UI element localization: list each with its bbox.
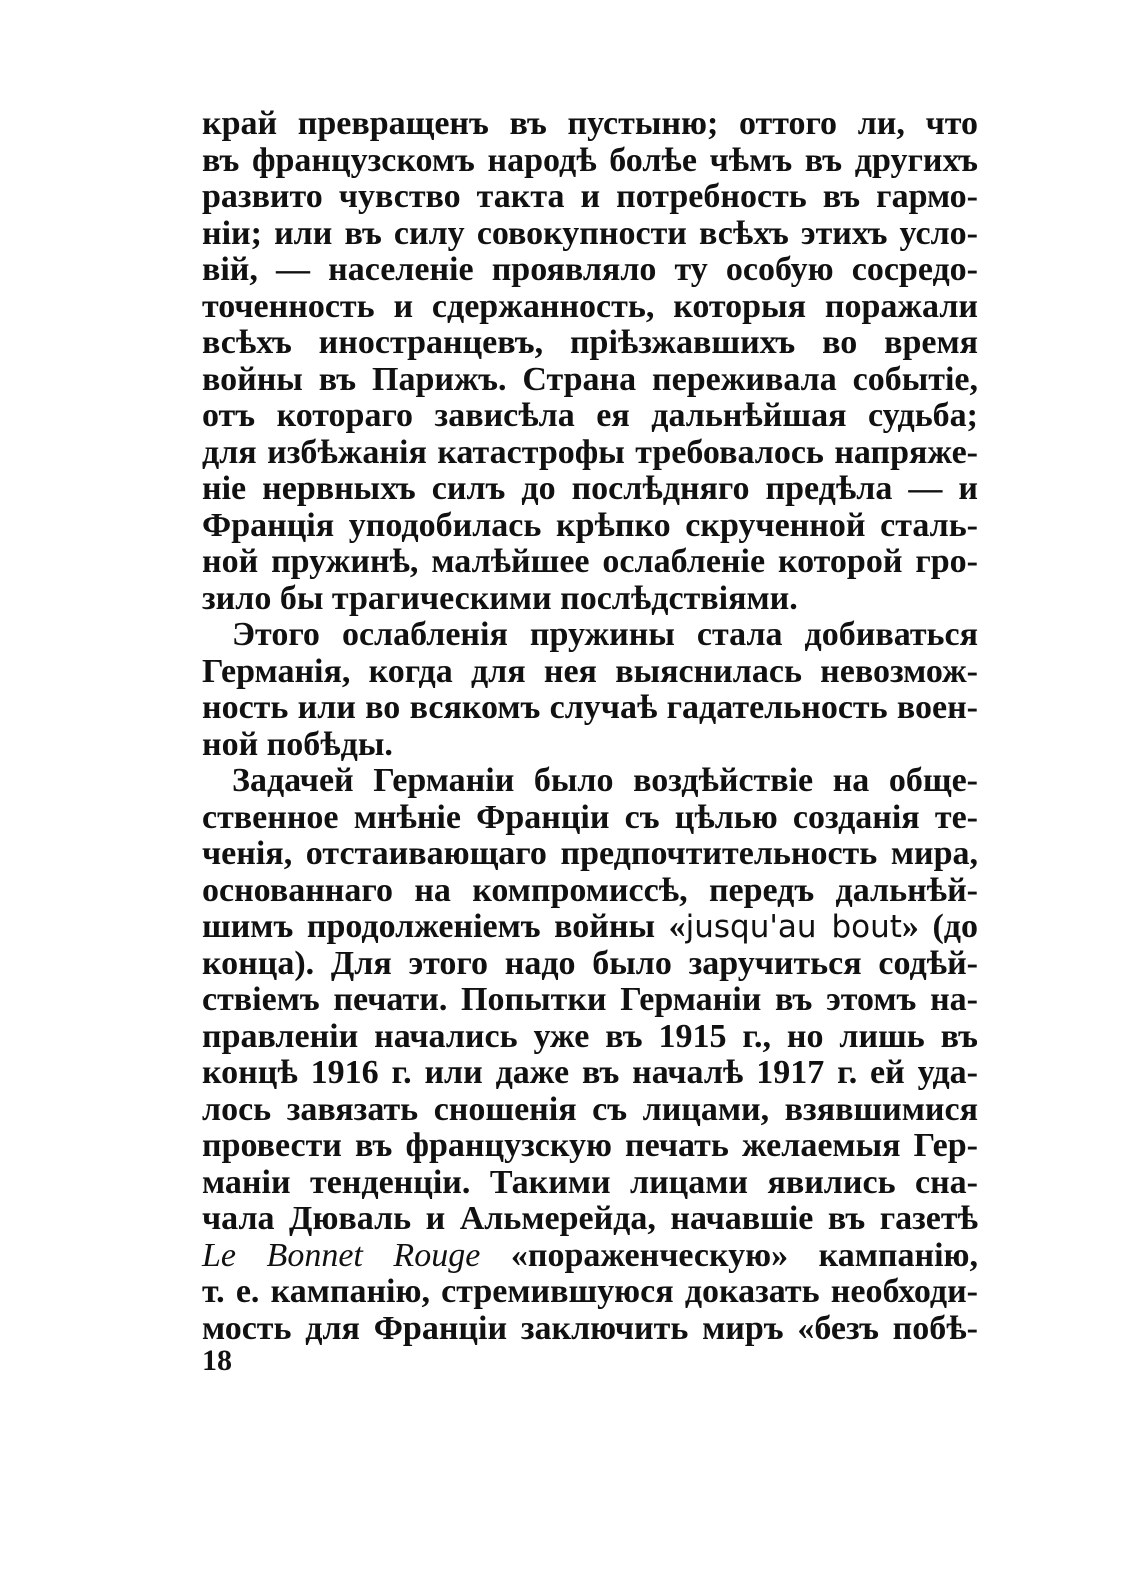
text-line: Этого ослабленiя пружины стала добиваться: [232, 616, 978, 653]
text-line: ствiемъ печати. Попытки Германiи въ этомъ на-: [202, 981, 978, 1018]
text-line: ной пружинѣ, малѣйшее ослабленiе которой гро-: [202, 543, 978, 580]
text-line: точенность и сдержанность, которыя поражали: [202, 287, 978, 325]
text-line: ственное мнѣнiе Францiи съ цѣлью созданiя те-: [202, 798, 978, 836]
text-line: лось завязать сношенiя съ лицами, взявшимися: [202, 1090, 978, 1128]
text-line: нiи; или въ силу совокупности всѣхъ этихъ усло-: [202, 214, 978, 252]
page-number: 18: [202, 1344, 232, 1377]
text-line: основаннаго на компромиссѣ, передъ дальнѣй-: [202, 871, 978, 909]
text-line: развито чувство такта и потребность въ гармо-: [202, 178, 978, 215]
body-text: [202, 106, 978, 1347]
text-line: ность или во всякомъ случаѣ гадательность воен-: [202, 689, 978, 726]
text-line: ченiя, отстаивающаго предпочтительность мира,: [202, 835, 978, 872]
french-phrase: jusqu'au bout: [685, 909, 902, 945]
text-line: нiе нервныхъ силъ до послѣдняго предѣла — и: [202, 470, 978, 507]
text-line: концѣ 1916 г. или даже въ началѣ 1917 г. ей уда-: [202, 1054, 978, 1091]
text-line: войны въ Парижъ. Страна переживала событiе,: [202, 360, 978, 398]
text-line: всѣхъ иностранцевъ, прiѣзжавшихъ во время: [202, 324, 978, 361]
text-line: ной побѣды.: [202, 725, 393, 763]
text-line: Германiя, когда для нея выяснилась невозмож-: [202, 652, 978, 690]
text-line: манiи тенденцiи. Такими лицами явились сна-: [202, 1163, 978, 1201]
text-line: Le Bonnet Rouge «пораженческую» кампанiю,: [202, 1236, 979, 1274]
text-line: мость для Францiи заключить миръ «безъ побѣ-: [202, 1309, 978, 1347]
text-line: чала Дюваль и Альмерейда, начавшiе въ газетѣ: [202, 1200, 978, 1237]
text-line: провести въ французскую печать желаемыя Гер-: [202, 1127, 978, 1164]
text-line: въ французскомъ народѣ болѣе чѣмъ въ другихъ: [202, 141, 978, 179]
text-line: для избѣжанiя катастрофы требовалось напряже-: [202, 433, 978, 471]
text-line: отъ котораго зависѣла ея дальнѣйшая судьба;: [202, 397, 978, 434]
text-line: Францiя уподобилась крѣпко скрученной сталь-: [202, 506, 978, 544]
text-line: край превращенъ въ пустыню; оттого ли, что: [202, 105, 978, 142]
text-line: Задачей Германiи было воздѣйствiе на обще-: [232, 762, 978, 799]
text-line: правленiи начались уже въ 1915 г., но лишь въ: [202, 1017, 978, 1055]
text-line: вiй, — населенiе проявляло ту особую сосредо-: [202, 251, 978, 288]
text-line: т. е. кампанiю, стремившуюся доказать необходи-: [202, 1273, 978, 1310]
text-line: зило бы трагическими послѣдствiями.: [202, 579, 798, 617]
text-line: конца). Для этого надо было заручиться содѣй-: [202, 944, 978, 982]
text-line: шимъ продолженiемъ войны «jusqu'au bout» (до: [202, 908, 978, 945]
newspaper-title: Le Bonnet Rouge: [202, 1236, 481, 1274]
